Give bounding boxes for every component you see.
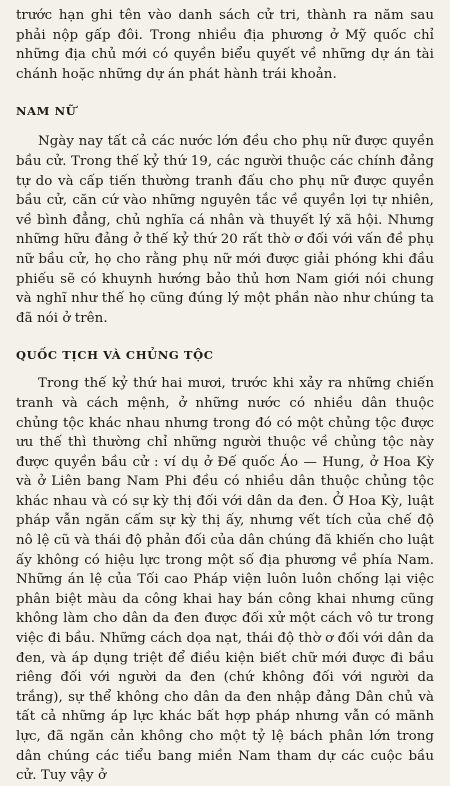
paragraph-race-voting: Trong thế kỷ thứ hai mươi, trước khi xảy ra những chiến tranh và cách mệnh, ở những nước có nhiều dân thuộc chủng tộc khác nhau nhưng trong đó có một chủng tộc được ưu thế thì thường chỉ những người thuộc về chủng tộc này được quyền bầu cử : ví dụ ở Đế quốc Áo — Hung, ở Hoa Kỳ và ở Liên bang Nam Phi đều có nhiều dân thuộc chủng tộc khác nhau và có sự kỳ thị đối với dân da đen. Ở Hoa Kỳ, luật pháp vẫn ngăn cấm sự kỳ thị ấy, nhưng vết tích của chế độ nô lệ cũ và thái độ phản đối của dân chúng đã khiến cho luật ấy không có hiệu lực trong một số địa phương về phía Nam. Những án lệ của Tối cao Pháp viện luôn luôn chống lại việc phân biệt màu da công khai hay bán công khai nhưng cũng không làm cho dân da đen được đối xử một cách vô tư trong việc đi bầu. Những cách dọa nạt, thái độ thờ ơ đối với dân da đen, và áp dụng triệt để điều kiện biết chữ mới được đi bầu riêng đối với người da đen (chứ không đối với người da trắng), sự thể không cho dân da đen nhập đảng Dân chủ và tất cả những áp lực khác bất hợp pháp nhưng vẫn có mãnh lực, đã ngăn cản không cho một tỷ lệ bách phân lớn trong dân chúng các tiểu bang miền Nam tham dự các cuộc bầu cử. Tuy vậy ở: [16, 376, 434, 784]
paragraph-voting-fees: trước hạn ghi tên vào danh sách cử tri, thành ra năm sau phải nộp gấp đôi. Trong nhiều địa phương ở Mỹ quốc chỉ những địa chủ mới có quyền biểu quyết về những dự án tài chánh hoặc những dự án phát hành trái khoản.: [16, 8, 434, 82]
section-heading-gender: NAM NỮ: [16, 104, 77, 119]
section-heading-nationality-race: QUỐC TỊCH VÀ CHỦNG TỘC: [16, 348, 214, 363]
paragraph-women-suffrage: Ngày nay tất cả các nước lớn đều cho phụ nữ được quyền bầu cử. Trong thế kỷ thứ 19, các người thuộc các chính đảng tự do và cấp tiến thường tranh đấu cho phụ nữ được quyền bầu cử, căn cứ vào những nguyên tắc về quyền lợi tự nhiên, về bình đẳng, chủ nghĩa cá nhân và thuyết lý xã hội. Nhưng những hữu đảng ở thế kỷ thứ 20 rất thờ ơ đối với vấn đề phụ nữ bầu cử, họ cho rằng phụ nữ mới được giải phóng khi đầu phiếu sẽ có khuynh hướng bảo thủ hơn Nam giới nói chung và nghĩ như thế họ cũng đúng lý một phần nào như chúng ta đã nói ở trên.: [16, 134, 434, 326]
